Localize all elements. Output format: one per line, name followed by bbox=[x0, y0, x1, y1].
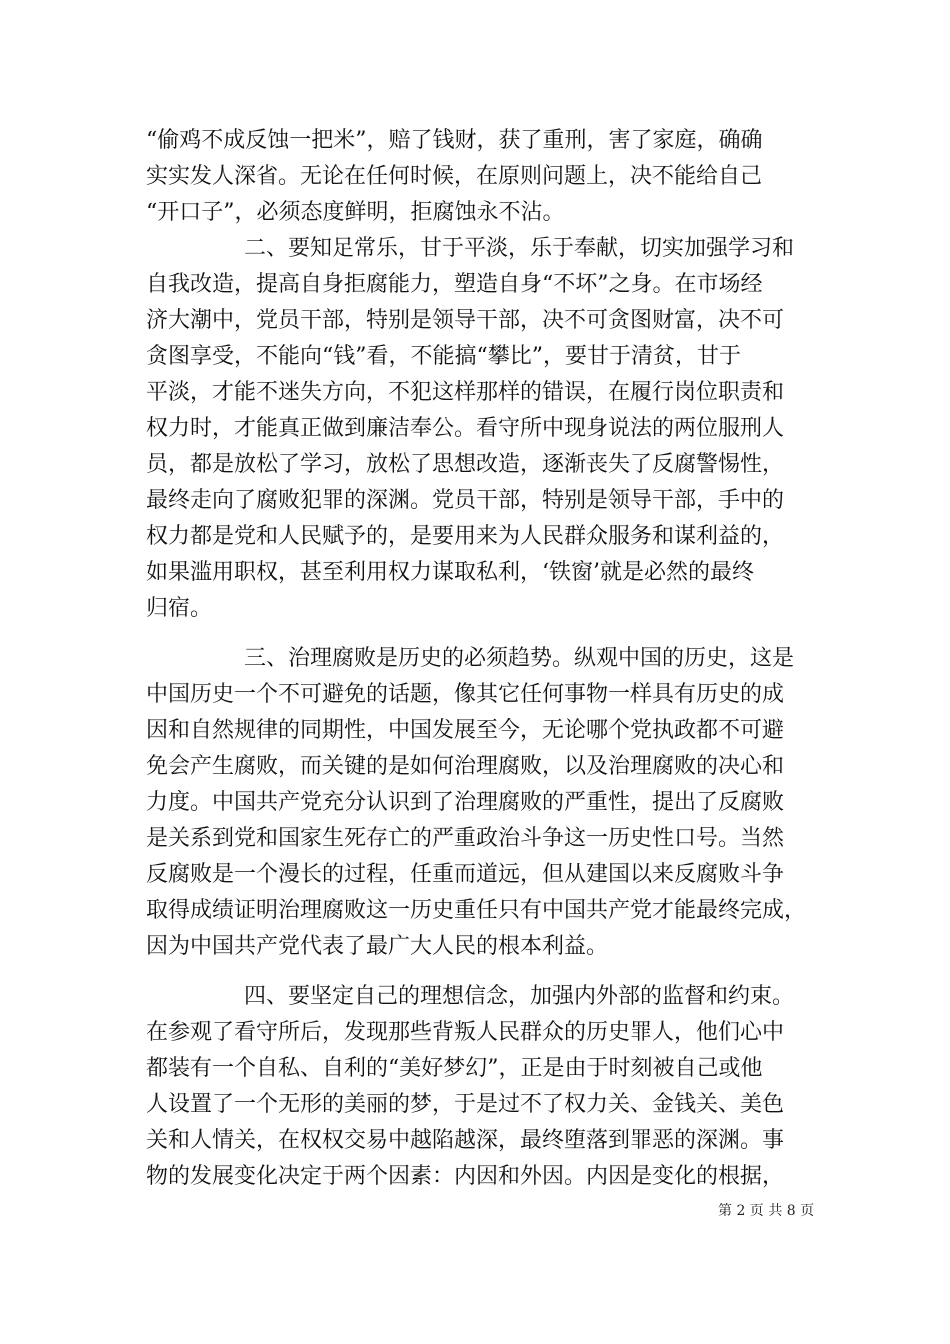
text-line: 最终走向了腐败犯罪的深渊。党员干部，特别是领导干部，手中的 bbox=[146, 488, 785, 513]
text-line: 济大潮中，党员干部，特别是领导干部，决不可贪图财富，决不可 bbox=[146, 308, 785, 333]
text-line: 免会产生腐败，而关键的是如何治理腐败，以及治理腐败的决心和 bbox=[146, 754, 785, 779]
text-line: 是关系到党和国家生死存亡的严重政治斗争这一历史性口号。当然 bbox=[146, 826, 785, 851]
text-line: 取得成绩证明治理腐败这一历史重任只有中国共产党才能最终完成， bbox=[146, 898, 807, 923]
text-line: “偷鸡不成反蚀一把米”，赔了钱财，获了重刑，害了家庭，确确 bbox=[146, 128, 763, 153]
text-line: 都装有一个自私、自利的“美好梦幻”，正是由于时刻被自己或他 bbox=[146, 1056, 763, 1081]
text-line: 四、要坚定自己的理想信念，加强内外部的监督和约束。 bbox=[244, 984, 795, 1009]
text-line: 权力时，才能真正做到廉洁奉公。看守所中现身说法的两位服刑人 bbox=[146, 416, 785, 441]
text-line: 关和人情关，在权权交易中越陷越深，最终堕落到罪恶的深渊。事 bbox=[146, 1128, 785, 1153]
text-line: 力度。中国共产党充分认识到了治理腐败的严重性，提出了反腐败 bbox=[146, 790, 785, 815]
text-line: 员，都是放松了学习，放松了思想改造，逐渐丧失了反腐警惕性， bbox=[146, 452, 785, 477]
text-line: “开口子”，必须态度鲜明，拒腐蚀永不沾。 bbox=[146, 200, 565, 225]
text-line: 中国历史一个不可避免的话题，像其它任何事物一样具有历史的成 bbox=[146, 682, 785, 707]
text-line: 物的发展变化决定于两个因素：内因和外因。内因是变化的根据， bbox=[146, 1164, 785, 1189]
text-line: 在参观了看守所后，发现那些背叛人民群众的历史罪人，他们心中 bbox=[146, 1020, 785, 1045]
text-line: 权力都是党和人民赋予的，是要用来为人民群众服务和谋利益的， bbox=[146, 524, 785, 549]
text-line: 因为中国共产党代表了最广大人民的根本利益。 bbox=[146, 934, 609, 959]
page-number-footer: 第 2 页 共 8 页 bbox=[718, 1203, 815, 1219]
text-line: 因和自然规律的同期性，中国发展至今，无论哪个党执政都不可避 bbox=[146, 718, 785, 743]
text-line: 二、要知足常乐，甘于平淡，乐于奉献，切实加强学习和 bbox=[244, 236, 795, 261]
text-line: 自我改造，提高自身拒腐能力，塑造自身“不坏”之身。在市场经 bbox=[146, 272, 763, 297]
text-line: 三、治理腐败是历史的必须趋势。纵观中国的历史，这是 bbox=[244, 646, 795, 671]
text-line: 贪图享受，不能向“钱”看，不能搞“攀比”，要甘于清贫，甘于 bbox=[146, 344, 741, 369]
text-line: 实实发人深省。无论在任何时候，在原则问题上，决不能给自己 bbox=[146, 164, 763, 189]
text-line: 人设置了一个无形的美丽的梦，于是过不了权力关、金钱关、美色 bbox=[146, 1092, 785, 1117]
text-line: 如果滥用职权，甚至利用权力谋取私利，‘铁窗’就是必然的最终 bbox=[146, 560, 754, 585]
text-line: 平淡，才能不迷失方向，不犯这样那样的错误，在履行岗位职责和 bbox=[146, 380, 785, 405]
text-line: 反腐败是一个漫长的过程，任重而道远，但从建国以来反腐败斗争 bbox=[146, 862, 785, 887]
text-line: 归宿。 bbox=[146, 596, 213, 621]
